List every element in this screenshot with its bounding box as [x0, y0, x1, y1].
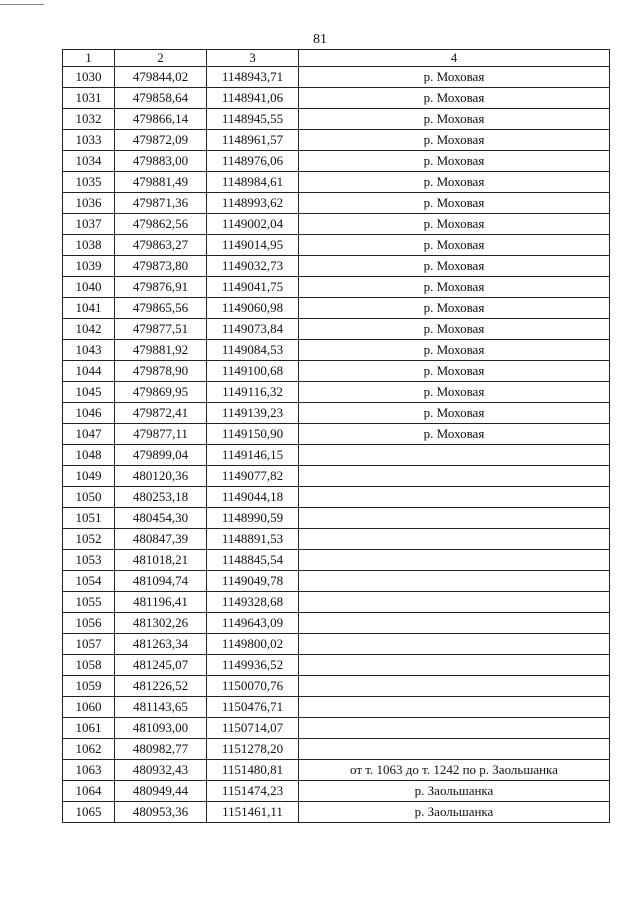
coordinates-table — [62, 49, 610, 823]
table-row — [63, 214, 610, 235]
table-row — [63, 529, 610, 550]
header-point-number: 1 — [63, 50, 115, 67]
table-row — [63, 235, 610, 256]
coordinate-x-cell: 479862,56 — [115, 214, 207, 235]
table-row — [63, 424, 610, 445]
point-number-cell: 1055 — [63, 592, 115, 613]
description-cell: р. Моховая — [299, 256, 610, 277]
point-number-cell: 1043 — [63, 340, 115, 361]
coordinate-y-cell: 1150070,76 — [207, 676, 299, 697]
coordinate-x-cell: 479881,92 — [115, 340, 207, 361]
coordinate-y-cell: 1149643,09 — [207, 613, 299, 634]
table-row — [63, 655, 610, 676]
coordinate-x-cell: 481263,34 — [115, 634, 207, 655]
coordinate-y-cell: 1149800,02 — [207, 634, 299, 655]
description-cell — [299, 487, 610, 508]
description-cell: р. Моховая — [299, 88, 610, 109]
coordinate-y-cell: 1149060,98 — [207, 298, 299, 319]
scan-corner-mark — [0, 0, 44, 5]
header-coordinate-x: 2 — [115, 50, 207, 67]
description-cell — [299, 655, 610, 676]
coordinate-x-cell: 479863,27 — [115, 235, 207, 256]
description-cell: р. Заольшанка — [299, 781, 610, 802]
coordinate-x-cell: 481093,00 — [115, 718, 207, 739]
point-number-cell: 1053 — [63, 550, 115, 571]
table-row — [63, 403, 610, 424]
table-row — [63, 340, 610, 361]
table-row — [63, 466, 610, 487]
point-number-cell: 1046 — [63, 403, 115, 424]
description-cell — [299, 466, 610, 487]
coordinate-y-cell: 1151480,81 — [207, 760, 299, 781]
table-row — [63, 172, 610, 193]
coordinate-x-cell: 481302,26 — [115, 613, 207, 634]
description-cell: р. Моховая — [299, 403, 610, 424]
point-number-cell: 1037 — [63, 214, 115, 235]
description-cell: р. Моховая — [299, 277, 610, 298]
table-row — [63, 718, 610, 739]
coordinate-x-cell: 480953,36 — [115, 802, 207, 823]
table-row — [63, 634, 610, 655]
point-number-cell: 1059 — [63, 676, 115, 697]
coordinate-y-cell: 1148891,53 — [207, 529, 299, 550]
coordinate-x-cell: 479844,02 — [115, 67, 207, 88]
coordinate-x-cell: 479873,80 — [115, 256, 207, 277]
coordinate-y-cell: 1149150,90 — [207, 424, 299, 445]
description-cell: р. Моховая — [299, 340, 610, 361]
point-number-cell: 1048 — [63, 445, 115, 466]
table-row — [63, 361, 610, 382]
coordinate-x-cell: 479877,11 — [115, 424, 207, 445]
point-number-cell: 1042 — [63, 319, 115, 340]
point-number-cell: 1047 — [63, 424, 115, 445]
coordinate-y-cell: 1149084,53 — [207, 340, 299, 361]
coordinate-y-cell: 1149073,84 — [207, 319, 299, 340]
description-cell — [299, 697, 610, 718]
table-row — [63, 151, 610, 172]
coordinate-y-cell: 1149002,04 — [207, 214, 299, 235]
table-row — [63, 676, 610, 697]
table-row — [63, 550, 610, 571]
description-cell: р. Моховая — [299, 151, 610, 172]
table-row — [63, 571, 610, 592]
coordinate-y-cell: 1149116,32 — [207, 382, 299, 403]
description-cell: р. Моховая — [299, 361, 610, 382]
table-row — [63, 109, 610, 130]
coordinate-y-cell: 1149100,68 — [207, 361, 299, 382]
table-row — [63, 277, 610, 298]
point-number-cell: 1056 — [63, 613, 115, 634]
coordinate-x-cell: 481018,21 — [115, 550, 207, 571]
coordinate-y-cell: 1149139,23 — [207, 403, 299, 424]
coordinate-y-cell: 1149328,68 — [207, 592, 299, 613]
point-number-cell: 1036 — [63, 193, 115, 214]
coordinate-x-cell: 480120,36 — [115, 466, 207, 487]
point-number-cell: 1030 — [63, 67, 115, 88]
coordinate-y-cell: 1149044,18 — [207, 487, 299, 508]
coordinate-x-cell: 481143,65 — [115, 697, 207, 718]
coordinate-y-cell: 1148941,06 — [207, 88, 299, 109]
description-cell — [299, 613, 610, 634]
coordinate-y-cell: 1149146,15 — [207, 445, 299, 466]
table-row — [63, 487, 610, 508]
point-number-cell: 1045 — [63, 382, 115, 403]
description-cell — [299, 550, 610, 571]
description-cell: р. Моховая — [299, 382, 610, 403]
table-row — [63, 445, 610, 466]
point-number-cell: 1058 — [63, 655, 115, 676]
description-cell: р. Моховая — [299, 235, 610, 256]
coordinate-y-cell: 1149014,95 — [207, 235, 299, 256]
description-cell — [299, 718, 610, 739]
description-cell: от т. 1063 до т. 1242 по р. Заольшанка — [299, 760, 610, 781]
point-number-cell: 1049 — [63, 466, 115, 487]
coordinate-x-cell: 480982,77 — [115, 739, 207, 760]
point-number-cell: 1062 — [63, 739, 115, 760]
coordinate-x-cell: 481245,07 — [115, 655, 207, 676]
table-row — [63, 592, 610, 613]
point-number-cell: 1038 — [63, 235, 115, 256]
table-row — [63, 802, 610, 823]
point-number-cell: 1032 — [63, 109, 115, 130]
table-row — [63, 67, 610, 88]
table-row — [63, 781, 610, 802]
point-number-cell: 1041 — [63, 298, 115, 319]
point-number-cell: 1031 — [63, 88, 115, 109]
coordinate-x-cell: 480847,39 — [115, 529, 207, 550]
coordinate-y-cell: 1151474,23 — [207, 781, 299, 802]
point-number-cell: 1040 — [63, 277, 115, 298]
point-number-cell: 1061 — [63, 718, 115, 739]
coordinate-y-cell: 1149041,75 — [207, 277, 299, 298]
coordinate-x-cell: 480932,43 — [115, 760, 207, 781]
coordinate-x-cell: 479883,00 — [115, 151, 207, 172]
table-header — [63, 50, 610, 67]
table-row — [63, 193, 610, 214]
coordinate-y-cell: 1148976,06 — [207, 151, 299, 172]
coordinate-y-cell: 1148984,61 — [207, 172, 299, 193]
coordinate-y-cell: 1149936,52 — [207, 655, 299, 676]
coordinate-y-cell: 1148961,57 — [207, 130, 299, 151]
coordinate-x-cell: 480454,30 — [115, 508, 207, 529]
table-row — [63, 319, 610, 340]
page-number: 81 — [313, 32, 327, 47]
coordinate-y-cell: 1148845,54 — [207, 550, 299, 571]
point-number-cell: 1050 — [63, 487, 115, 508]
coordinate-y-cell: 1149032,73 — [207, 256, 299, 277]
coordinate-y-cell: 1150476,71 — [207, 697, 299, 718]
table-row — [63, 508, 610, 529]
description-cell: р. Моховая — [299, 130, 610, 151]
description-cell — [299, 571, 610, 592]
coordinate-x-cell: 479871,36 — [115, 193, 207, 214]
coordinate-x-cell: 479869,95 — [115, 382, 207, 403]
description-cell — [299, 445, 610, 466]
coordinate-x-cell: 481094,74 — [115, 571, 207, 592]
table-row — [63, 256, 610, 277]
coordinate-x-cell: 481196,41 — [115, 592, 207, 613]
point-number-cell: 1060 — [63, 697, 115, 718]
point-number-cell: 1057 — [63, 634, 115, 655]
coordinate-x-cell: 479858,64 — [115, 88, 207, 109]
point-number-cell: 1039 — [63, 256, 115, 277]
description-cell: р. Моховая — [299, 424, 610, 445]
point-number-cell: 1035 — [63, 172, 115, 193]
coordinate-x-cell: 479872,41 — [115, 403, 207, 424]
point-number-cell: 1064 — [63, 781, 115, 802]
coordinate-x-cell: 481226,52 — [115, 676, 207, 697]
description-cell — [299, 529, 610, 550]
table-row — [63, 88, 610, 109]
table-row — [63, 613, 610, 634]
point-number-cell: 1034 — [63, 151, 115, 172]
description-cell — [299, 676, 610, 697]
table-row — [63, 298, 610, 319]
coordinate-x-cell: 480949,44 — [115, 781, 207, 802]
description-cell: р. Моховая — [299, 67, 610, 88]
coordinate-y-cell: 1149077,82 — [207, 466, 299, 487]
description-cell: р. Моховая — [299, 319, 610, 340]
coordinate-y-cell: 1150714,07 — [207, 718, 299, 739]
coordinate-y-cell: 1148945,55 — [207, 109, 299, 130]
header-row — [63, 50, 610, 67]
description-cell: р. Моховая — [299, 298, 610, 319]
coordinate-x-cell: 479876,91 — [115, 277, 207, 298]
coordinate-y-cell: 1151278,20 — [207, 739, 299, 760]
coordinate-y-cell: 1148993,62 — [207, 193, 299, 214]
header-coordinate-y: 3 — [207, 50, 299, 67]
description-cell: р. Заольшанка — [299, 802, 610, 823]
coordinate-x-cell: 479877,51 — [115, 319, 207, 340]
coordinate-y-cell: 1151461,11 — [207, 802, 299, 823]
point-number-cell: 1054 — [63, 571, 115, 592]
point-number-cell: 1033 — [63, 130, 115, 151]
coordinate-x-cell: 480253,18 — [115, 487, 207, 508]
description-cell — [299, 508, 610, 529]
description-cell: р. Моховая — [299, 172, 610, 193]
coordinate-x-cell: 479899,04 — [115, 445, 207, 466]
point-number-cell: 1051 — [63, 508, 115, 529]
coordinate-y-cell: 1148990,59 — [207, 508, 299, 529]
coordinate-y-cell: 1148943,71 — [207, 67, 299, 88]
coordinate-x-cell: 479865,56 — [115, 298, 207, 319]
description-cell — [299, 739, 610, 760]
description-cell: р. Моховая — [299, 193, 610, 214]
coordinate-y-cell: 1149049,78 — [207, 571, 299, 592]
point-number-cell: 1052 — [63, 529, 115, 550]
coordinate-x-cell: 479866,14 — [115, 109, 207, 130]
table-body — [63, 67, 610, 823]
table-row — [63, 760, 610, 781]
table-row — [63, 697, 610, 718]
table-row — [63, 382, 610, 403]
description-cell: р. Моховая — [299, 214, 610, 235]
point-number-cell: 1063 — [63, 760, 115, 781]
table-row — [63, 739, 610, 760]
coordinate-x-cell: 479872,09 — [115, 130, 207, 151]
description-cell: р. Моховая — [299, 109, 610, 130]
coordinate-x-cell: 479881,49 — [115, 172, 207, 193]
description-cell — [299, 634, 610, 655]
point-number-cell: 1065 — [63, 802, 115, 823]
table-row — [63, 130, 610, 151]
description-cell — [299, 592, 610, 613]
header-description: 4 — [299, 50, 610, 67]
point-number-cell: 1044 — [63, 361, 115, 382]
coordinate-x-cell: 479878,90 — [115, 361, 207, 382]
